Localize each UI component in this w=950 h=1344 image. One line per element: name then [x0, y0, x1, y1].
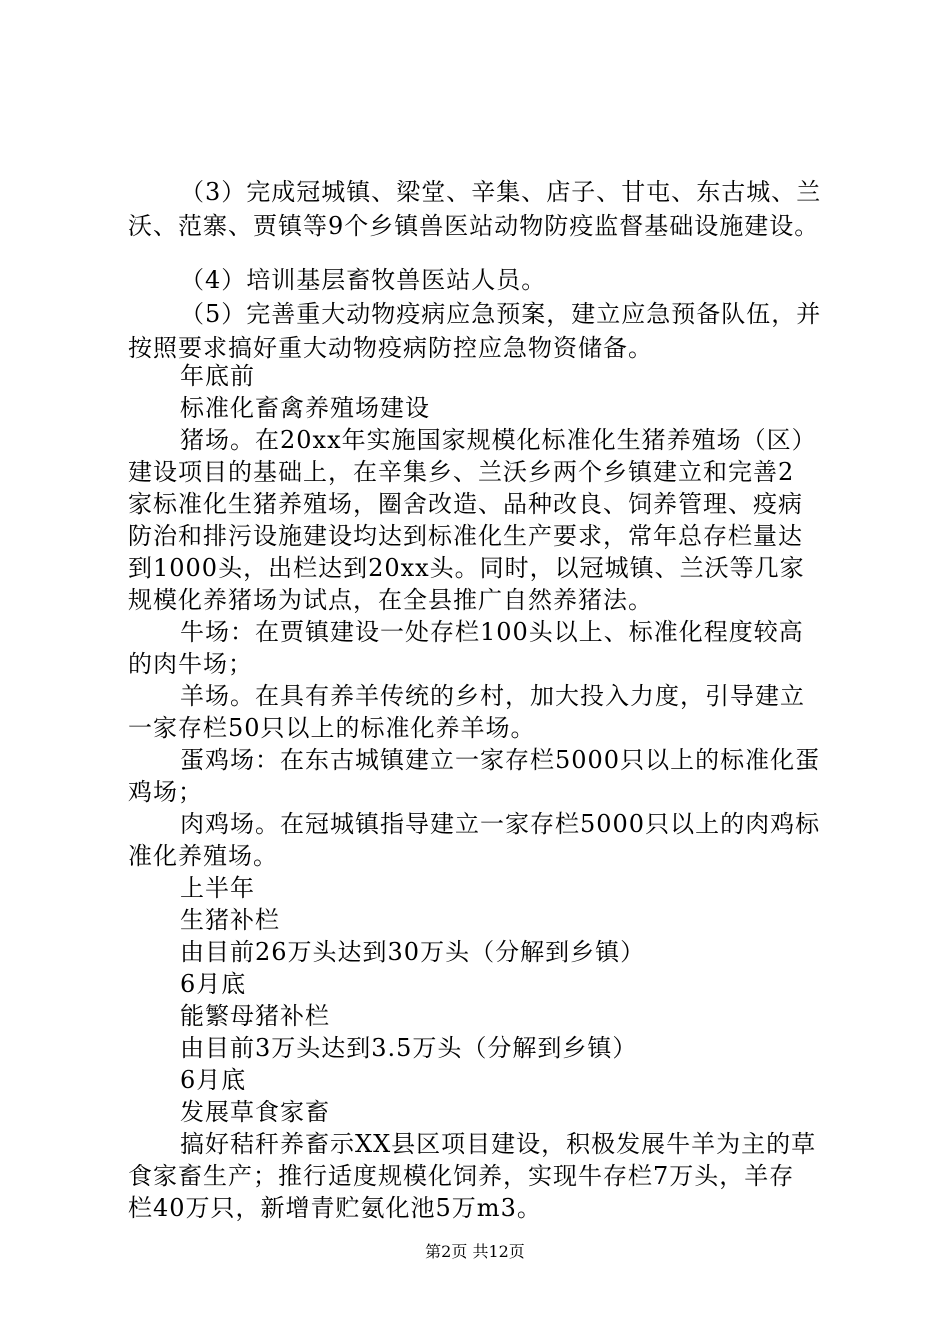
text-line: 沃、范寨、贾镇等9个乡镇兽医站动物防疫监督基础设施建设。: [128, 212, 820, 240]
text-line: 由目前26万头达到30万头（分解到乡镇）: [180, 938, 646, 966]
text-line: 羊场。在具有养羊传统的乡村，加大投入力度，引导建立: [180, 682, 805, 710]
text-line: 建设项目的基础上，在辛集乡、兰沃乡两个乡镇建立和完善2: [128, 458, 795, 486]
text-line: （4）培训基层畜牧兽医站人员。: [180, 266, 547, 294]
text-line: 到1000头，出栏达到20xx头。同时，以冠城镇、兰沃等几家: [128, 554, 805, 582]
text-line: （3）完成冠城镇、梁堂、辛集、店子、甘屯、东古城、兰: [180, 178, 822, 206]
text-line: 蛋鸡场：在东古城镇建立一家存栏5000只以上的标准化蛋: [180, 746, 821, 774]
text-line: 食家畜生产；推行适度规模化饲养，实现牛存栏7万头，羊存: [128, 1162, 795, 1190]
text-line: 年底前: [180, 362, 255, 390]
text-line: 准化养殖场。: [128, 842, 278, 870]
text-line: 6月底: [180, 1066, 247, 1094]
text-line: 猪场。在20xx年实施国家规模化标准化生猪养殖场（区）: [180, 426, 817, 454]
page-number-footer: 第2页 共12页: [425, 1242, 525, 1261]
text-line: 能繁母猪补栏: [180, 1002, 330, 1030]
text-line: 搞好秸秆养畜示XX县区项目建设，积极发展牛羊为主的草: [180, 1130, 817, 1158]
text-line: 由目前3万头达到3.5万头（分解到乡镇）: [180, 1034, 638, 1062]
text-line: 肉鸡场。在冠城镇指导建立一家存栏5000只以上的肉鸡标: [180, 810, 821, 838]
text-line: 上半年: [180, 874, 255, 902]
text-line: 牛场：在贾镇建设一处存栏100头以上、标准化程度较高: [180, 618, 804, 646]
text-line: 一家存栏50只以上的标准化养羊场。: [128, 714, 536, 742]
text-line: 鸡场；: [128, 778, 203, 806]
text-line: 栏40万只，新增青贮氨化池5万m3。: [128, 1194, 542, 1222]
text-line: 生猪补栏: [180, 906, 280, 934]
text-line: 6月底: [180, 970, 247, 998]
text-line: 家标准化生猪养殖场，圈舍改造、品种改良、饲养管理、疫病: [128, 490, 803, 518]
text-line: 的肉牛场；: [128, 650, 253, 678]
text-line: 规模化养猪场为试点，在全县推广自然养猪法。: [128, 586, 653, 614]
text-line: 标准化畜禽养殖场建设: [180, 394, 430, 422]
text-line: 按照要求搞好重大动物疫病防控应急物资储备。: [128, 334, 653, 362]
text-line: 防治和排污设施建设均达到标准化生产要求，常年总存栏量达: [128, 522, 803, 550]
text-line: （5）完善重大动物疫病应急预案，建立应急预备队伍，并: [180, 300, 822, 328]
text-line: 发展草食家畜: [180, 1098, 330, 1126]
